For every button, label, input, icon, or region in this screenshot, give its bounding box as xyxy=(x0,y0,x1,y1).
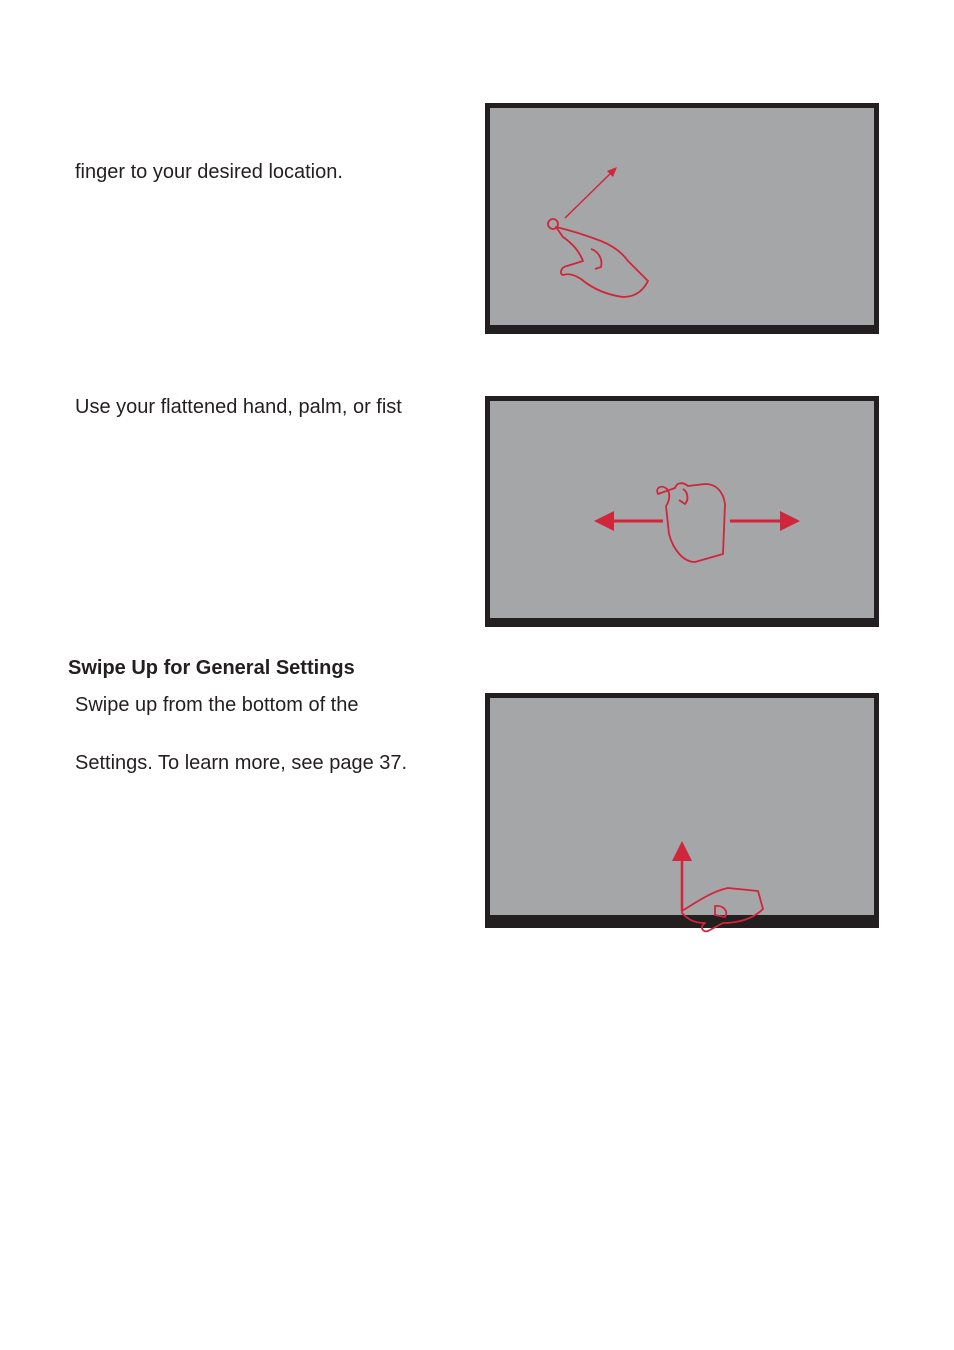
display-screen xyxy=(490,108,874,325)
swipe-up-gesture-illustration xyxy=(483,691,881,936)
section-3-text-line-1: Swipe up from the bottom of the xyxy=(75,694,359,716)
section-2-text: Use your flattened hand, palm, or fist xyxy=(75,396,402,418)
display-screen xyxy=(490,401,874,618)
erase-gesture-illustration xyxy=(483,394,881,631)
swipe-up-heading: Swipe Up for General Settings xyxy=(68,657,355,679)
section-3-text-line-2: Settings. To learn more, see page 37. xyxy=(75,752,408,774)
drag-gesture-illustration xyxy=(483,101,881,338)
section-1-text: finger to your desired location. xyxy=(75,161,343,183)
